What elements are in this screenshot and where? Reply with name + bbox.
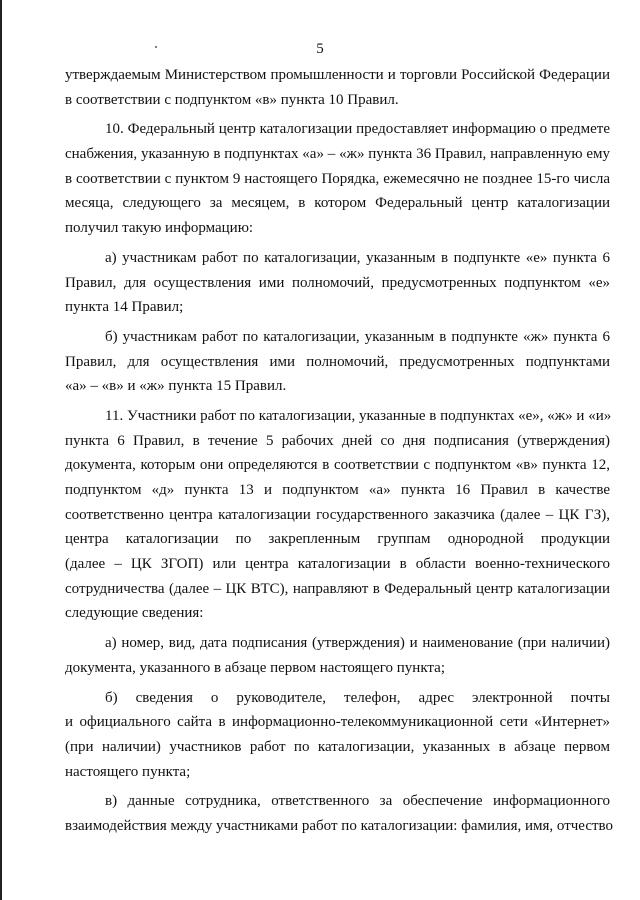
text-line: Правил, для осуществления ими полномочий, предусмотренных подпунктами — [65, 353, 610, 370]
text-line: центра каталогизации по закрепленным группам однородной продукции — [65, 531, 610, 548]
text-line: подпунктом «д» пункта 13 и подпунктом «а» пункта 16 Правил в качестве — [65, 482, 610, 498]
text-line: и официального сайта в информационно-телекоммуникационной сети «Интернет» — [65, 714, 610, 731]
text-line: в соответствии с подпунктом «в» пункта 10 Правил. — [65, 91, 399, 108]
text-line: получил такую информацию: — [65, 220, 254, 237]
text-line: снабжения, указанную в подпунктах «а» – «ж» пункта 36 Правил, направленную ему — [65, 146, 610, 163]
text-line: настоящего пункта; — [65, 763, 191, 780]
text-line: Правил, для осуществления ими полномочий, предусмотренных подпунктом «е» — [65, 274, 610, 291]
text-line: месяца, следующего за месяцем, в котором Федеральный центр каталогизации — [65, 195, 610, 212]
text-line: соответственно центра каталогизации государственного заказчика (далее – ЦК ГЗ), — [65, 506, 610, 523]
scan-edge — [0, 0, 2, 900]
text-line: следующие сведения: — [65, 605, 204, 622]
text-line: документа, указанного в абзаце первом настоящего пункта; — [65, 659, 445, 676]
text-line: утверждаемым Министерством промышленности и торговли Российской Федерации — [65, 67, 610, 83]
text-line: пункта 6 Правил, в течение 5 рабочих дней со дня подписания (утверждения) — [65, 432, 610, 449]
text-line: 10. Федеральный центр каталогизации предоставляет информацию о предмете — [105, 121, 610, 138]
body-text — [65, 63, 614, 839]
text-line: сотрудничества (далее – ЦК ВТС), направляют в Федеральный центр каталогизации — [65, 580, 610, 597]
text-line: в соответствии с пунктом 9 настоящего Порядка, ежемесячно не позднее 15-го числа — [65, 170, 610, 187]
text-line: б) участникам работ по каталогизации, указанным в подпункте «ж» пункта 6 — [105, 328, 610, 345]
text-line: в) данные сотрудника, ответственного за обеспечение информационного — [105, 793, 610, 810]
text-line: б) сведения о руководителе, телефон, адрес электронной почты — [105, 689, 610, 706]
text-line: (далее – ЦК ЗГОП) или центра каталогизации в области военно-технического — [65, 556, 610, 573]
page-number: 5 — [316, 41, 324, 57]
text-line: взаимодействия между участниками работ по каталогизации: фамилия, имя, отчество — [65, 817, 614, 834]
text-line: а) участникам работ по каталогизации, указанным в подпункте «е» пункта 6 — [105, 249, 610, 266]
text-line: (при наличии) участников работ по каталогизации, указанных в абзаце первом — [65, 738, 610, 755]
text-line: «а» – «в» и «ж» пункта 15 Правил. — [65, 378, 287, 395]
text-line: документа, которым они определяются в соответствии с подпунктом «в» пункта 12, — [65, 457, 610, 474]
text-line: а) номер, вид, дата подписания (утверждения) и наименование (при наличии) — [105, 635, 610, 652]
text-line: пункта 14 Правил; — [65, 299, 184, 316]
text-line: 11. Участники работ по каталогизации, указанные в подпунктах «е», «ж» и «и» — [105, 407, 612, 424]
